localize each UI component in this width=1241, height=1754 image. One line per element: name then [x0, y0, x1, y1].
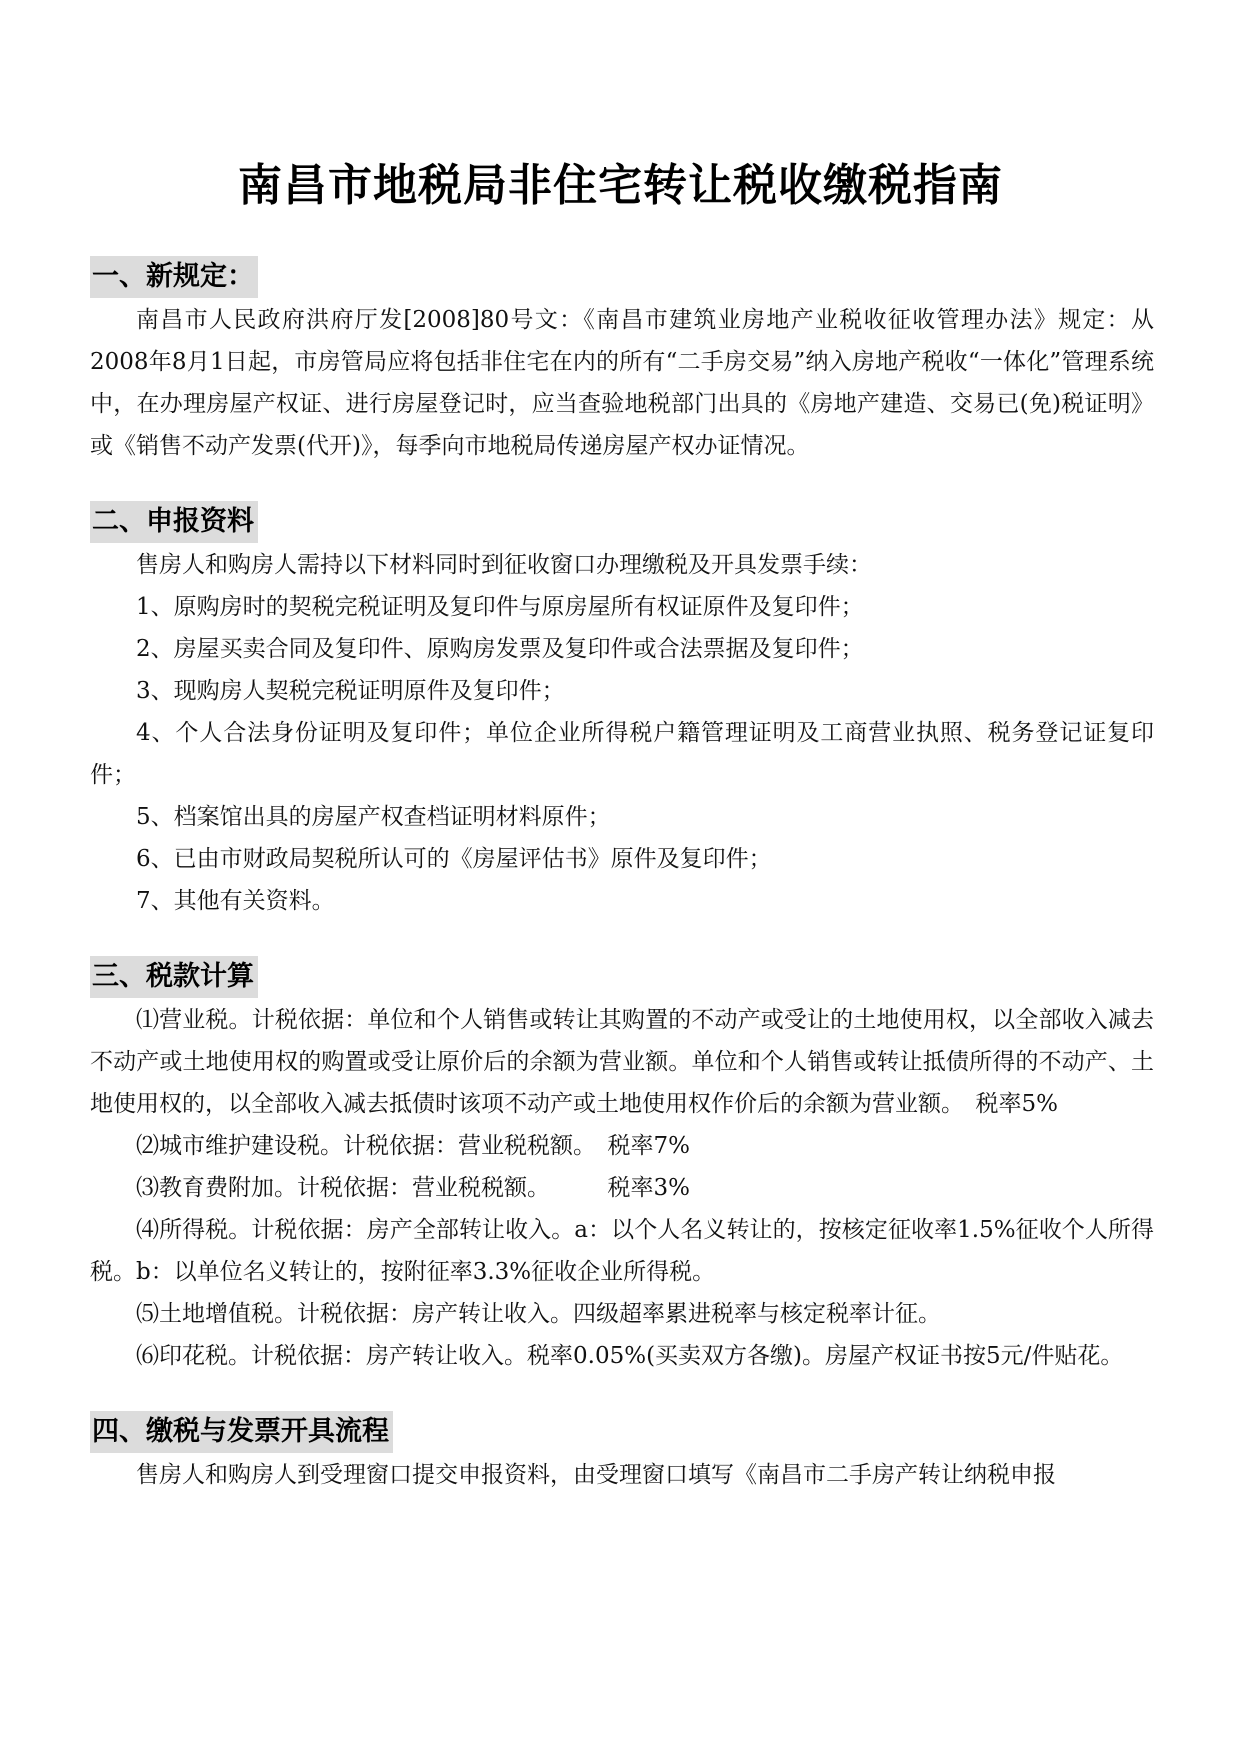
section-new-regulations [90, 256, 1154, 467]
list-item: 3、现购房人契税完税证明原件及复印件； [136, 678, 565, 704]
list-item: 4、个人合法身份证明及复印件；单位企业所得税户籍管理证明及工商营业执照、税务登记证复印件； [90, 720, 1154, 788]
list-item: ⑸土地增值税。计税依据：房产转让收入。四级超率累进税率与核定税率计征。 [136, 1301, 941, 1327]
list-item: ⑶教育费附加。计税依据：营业税税额。 税率3% [136, 1175, 690, 1201]
section-tax-calculation [90, 956, 1154, 1377]
list-item: 2、房屋买卖合同及复印件、原购房发票及复印件或合法票据及复印件； [136, 636, 864, 662]
section-required-documents [90, 501, 1154, 922]
list-item: 5、档案馆出具的房屋产权查档证明材料原件； [136, 804, 611, 830]
section-payment-invoice-process [90, 1411, 1154, 1496]
section-heading: 四、缴税与发票开具流程 [90, 1411, 393, 1453]
section-heading: 三、税款计算 [90, 956, 258, 998]
list-item: ⑴营业税。计税依据：单位和个人销售或转让其购置的不动产或受让的土地使用权，以全部收入减去不动产或土地使用权的购置或受让原价后的余额为营业额。单位和个人销售或转让抵债所得的不动产、土地使用权的，以全部收入减去抵债时该项不动产或土地使用权作价后的余额为营业额。 税率5% [90, 1007, 1154, 1117]
document-title: 南昌市地税局非住宅转让税收缴税指南 [238, 160, 1003, 211]
list-item: 6、已由市财政局契税所认可的《房屋评估书》原件及复印件； [136, 846, 772, 872]
list-item: ⑵城市维护建设税。计税依据：营业税税额。 税率7% [136, 1133, 690, 1159]
list-item: ⑹印花税。计税依据：房产转让收入。税率0.05%(买卖双方各缴)。房屋产权证书按5元/件贴花。 [136, 1343, 1124, 1369]
list-item: 7、其他有关资料。 [136, 888, 335, 914]
section-heading: 二、申报资料 [90, 501, 258, 543]
paragraph: 售房人和购房人到受理窗口提交申报资料，由受理窗口填写《南昌市二手房产转让纳税申报 [136, 1462, 1056, 1488]
section-heading: 一、新规定： [90, 256, 258, 298]
paragraph: 售房人和购房人需持以下材料同时到征收窗口办理缴税及开具发票手续： [136, 552, 872, 578]
list-item: 1、原购房时的契税完税证明及复印件与原房屋所有权证原件及复印件； [136, 594, 864, 620]
document-body [90, 256, 1154, 1530]
list-item: ⑷所得税。计税依据：房产全部转让收入。a：以个人名义转让的，按核定征收率1.5%征收个人所得税。b：以单位名义转让的，按附征率3.3%征收企业所得税。 [90, 1217, 1154, 1285]
paragraph: 南昌市人民政府洪府厅发[2008]80号文：《南昌市建筑业房地产业税收征收管理办法》规定：从2008年8月1日起，市房管局应将包括非住宅在内的所有“二手房交易”纳入房地产税收“一体化”管理系统中，在办理房屋产权证、进行房屋登记时，应当查验地税部门出具的《房地产建造、交易已(免)税证明》或《销售不动产发票(代开)》，每季向市地税局传递房屋产权办证情况。 [90, 307, 1154, 459]
